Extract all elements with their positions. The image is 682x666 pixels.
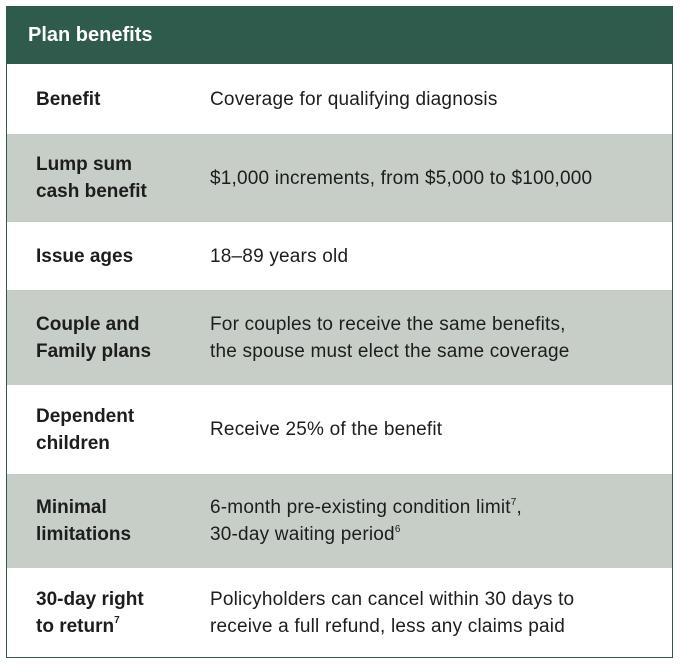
row-label-line: limitations: [36, 524, 132, 545]
table-row-couple-family: [7, 290, 672, 385]
row-label-line: Lump sum: [36, 154, 133, 175]
plan-benefits-header: [7, 7, 672, 64]
row-value-line: 18–89 years old: [210, 245, 349, 267]
row-label: [7, 586, 210, 640]
row-label-line: [36, 613, 210, 640]
row-value-line: For couples to receive the same benefits,: [210, 313, 566, 335]
row-value: [210, 494, 672, 548]
row-value: [210, 586, 672, 640]
row-value-line: Receive 25% of the benefit: [210, 419, 443, 440]
row-value: [210, 311, 672, 365]
row-value-line: [210, 521, 672, 548]
row-label-line: Minimal: [36, 497, 107, 518]
table-row-minimal-limitations: [7, 474, 672, 568]
row-label-line: children: [36, 432, 110, 454]
table-row-issue-ages: [7, 222, 672, 290]
footnote-marker: 7: [114, 615, 120, 627]
footnote-marker: 7: [510, 496, 517, 508]
table-row-right-to-return: [7, 568, 672, 657]
row-label: [7, 311, 210, 365]
row-value: [210, 243, 672, 270]
row-label: [7, 494, 210, 548]
footnote-marker: 6: [394, 523, 401, 535]
row-label-text: to return: [36, 615, 115, 637]
row-label-line: Dependent: [36, 405, 135, 427]
row-label-line: cash benefit: [36, 181, 147, 202]
row-value-punct: ,: [516, 497, 523, 518]
row-value-line: Policyholders can cancel within 30 days to: [210, 588, 575, 610]
table-row-lump-sum: [7, 134, 672, 222]
row-label-line: 30-day right: [36, 588, 144, 610]
row-value-line: the spouse must elect the same coverage: [210, 340, 570, 362]
row-value-line: receive a full refund, less any claims paid: [210, 615, 565, 637]
row-value: [210, 165, 672, 192]
row-label: [7, 86, 210, 113]
row-value-text: 30-day waiting period: [210, 524, 395, 545]
row-label-line: Family plans: [36, 340, 152, 362]
table-row-benefit: [7, 64, 672, 134]
row-label: [7, 151, 210, 205]
row-label: [7, 403, 210, 457]
row-value-line: [210, 494, 672, 521]
table-row-dependent-children: [7, 385, 672, 474]
row-label: [7, 243, 210, 270]
header-title: Plan benefits: [28, 24, 153, 46]
row-value-line: $1,000 increments, from $5,000 to $100,000: [210, 167, 593, 189]
row-value: [210, 416, 672, 443]
row-value: [210, 86, 672, 113]
row-value-text: 6-month pre-existing condition limit: [210, 497, 511, 518]
row-label-line: Benefit: [36, 88, 101, 110]
row-label-line: Issue ages: [36, 245, 134, 267]
row-label-line: Couple and: [36, 313, 140, 335]
plan-benefits-card: [6, 6, 673, 658]
row-value-line: Coverage for qualifying diagnosis: [210, 88, 498, 110]
